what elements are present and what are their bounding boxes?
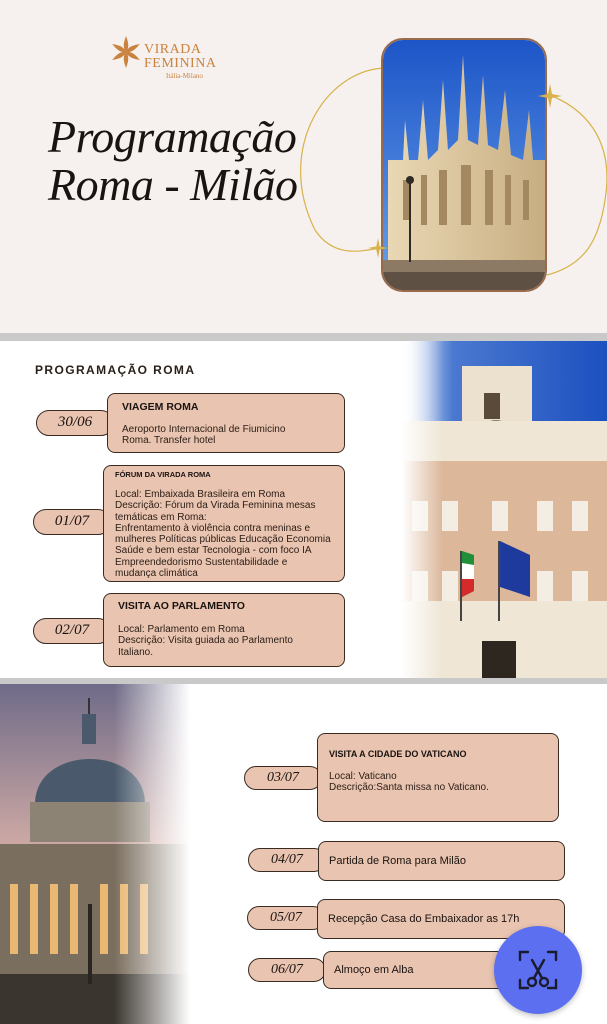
parliament-photo xyxy=(402,341,607,678)
date-pill: 30/06 xyxy=(36,410,114,436)
schedule-card xyxy=(318,841,565,881)
card-text: Partida de Roma para Milão xyxy=(329,855,466,867)
date-pill: 06/07 xyxy=(248,958,326,982)
milan-cathedral-photo xyxy=(381,38,547,292)
schedule-card xyxy=(103,465,345,582)
card-title: FÓRUM DA VIRADA ROMA xyxy=(115,470,211,479)
date-pill: 02/07 xyxy=(33,618,111,644)
brand-line2: FEMININA xyxy=(144,56,217,71)
cover-title-line2: Roma - Milão xyxy=(48,159,298,210)
schedule-card xyxy=(107,393,345,453)
sparkle-icon xyxy=(368,238,388,258)
brand-line1: VIRADA xyxy=(144,42,202,57)
card-body: Local: Embaixada Brasileira em Roma Descrição: Fórum da Virada Feminina mesas temáticas em Roma: Enfrentamento à violência contra meninas e mulheres Políticas públicas Educação Economia Saúde e bem estar Tecnologia - com foco IA Empreendedorismo Sustentabilidade e mudança climática xyxy=(115,489,331,580)
card-body: Local: Vaticano Descrição:Santa missa no Vaticano. xyxy=(329,771,489,794)
brand-logo xyxy=(108,32,238,82)
cover-title-line1: Programação xyxy=(48,111,297,162)
rome-panel xyxy=(0,341,607,678)
date-pill: 04/07 xyxy=(248,848,326,872)
schedule-card xyxy=(317,733,559,822)
card-text: Almoço em Alba xyxy=(334,964,414,976)
schedule-card xyxy=(323,951,513,989)
card-body: Aeroporto Internacional de Fiumicino Roma. Transfer hotel xyxy=(122,424,286,447)
sparkle-icon xyxy=(538,84,562,108)
card-body: Local: Parlamento em Roma Descrição: Visita guiada ao Parlamento Italiano. xyxy=(118,624,293,658)
card-title: VISITA AO PARLAMENTO xyxy=(118,600,245,612)
card-title: VISITA A CIDADE DO VATICANO xyxy=(329,749,467,759)
date-pill: 03/07 xyxy=(244,766,322,790)
date-pill: 05/07 xyxy=(247,906,325,930)
schedule-card xyxy=(103,593,345,667)
screenshot-tool-button[interactable] xyxy=(494,926,582,1014)
st-peters-basilica-photo xyxy=(0,684,190,1024)
card-text: Recepção Casa do Embaixador as 17h xyxy=(328,913,520,925)
card-title: VIAGEM ROMA xyxy=(122,401,199,413)
flower-logo-icon xyxy=(108,34,144,70)
date-pill: 01/07 xyxy=(33,509,111,535)
brand-line3: Itália-Milano xyxy=(166,72,203,80)
cover-panel xyxy=(0,0,607,333)
section-title: PROGRAMAÇÃO ROMA xyxy=(35,363,196,377)
screenshot-scissors-icon xyxy=(494,926,582,1014)
